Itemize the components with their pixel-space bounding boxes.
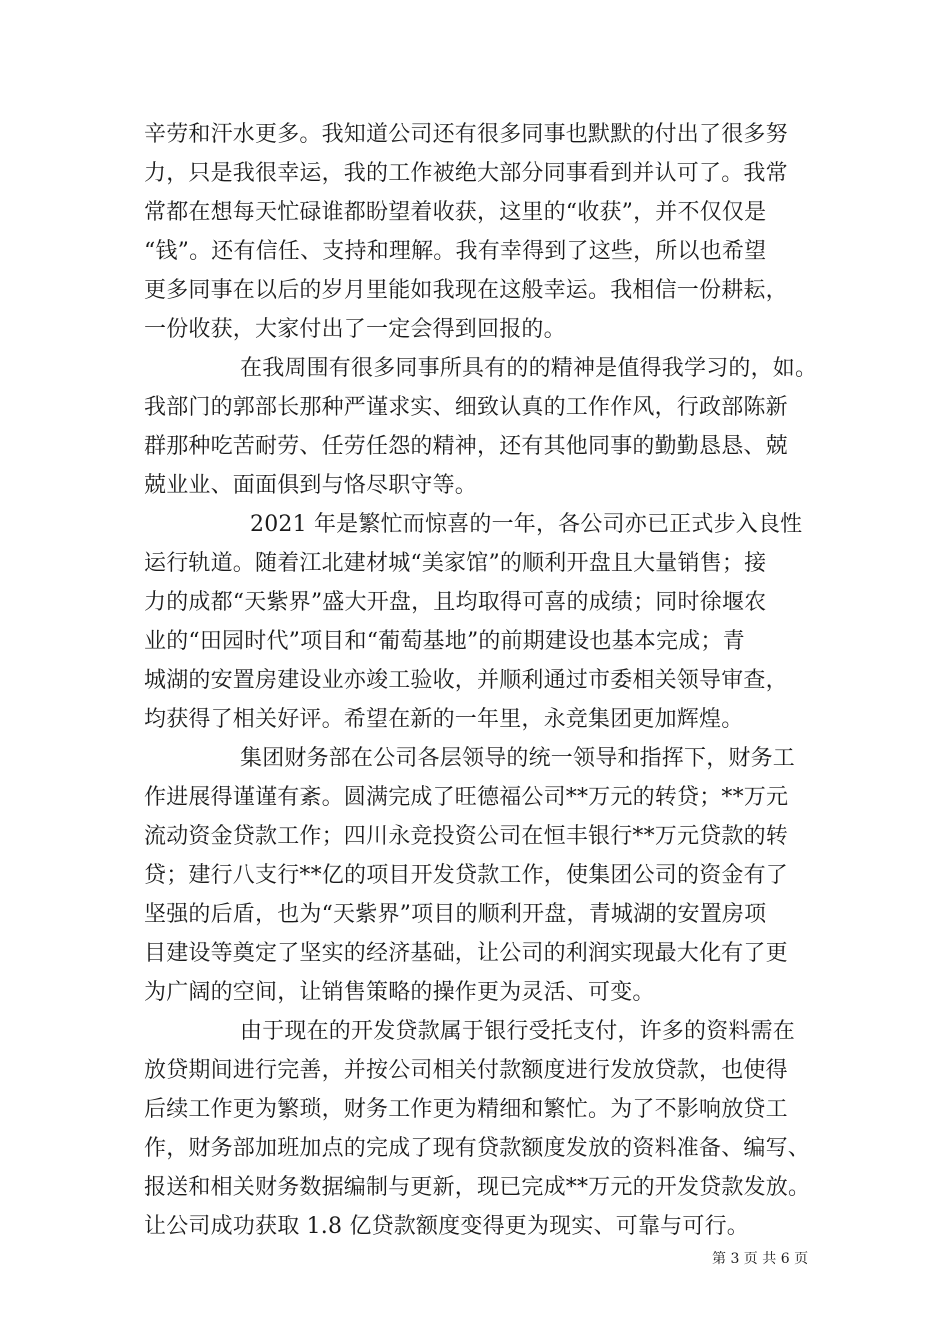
body-text-line: 城湖的安置房建设业亦竣工验收，并顺利通过市委相关领导审查， xyxy=(144,668,788,693)
body-text-line: 贷；建行八支行**亿的项目开发贷款工作，使集团公司的资金有了 xyxy=(144,863,789,888)
body-text-line: 力，只是我很幸运，我的工作被绝大部分同事看到并认可了。我常 xyxy=(144,161,788,186)
body-text-line: 均获得了相关好评。希望在新的一年里，永竞集团更加辉煌。 xyxy=(144,707,744,732)
body-text-line: 更多同事在以后的岁月里能如我现在这般幸运。我相信一份耕耘， xyxy=(144,278,788,303)
body-text-line: 作，财务部加班加点的完成了现有贷款额度发放的资料准备、编写、 xyxy=(144,1136,811,1161)
body-text-line: 让公司成功获取 1.8 亿贷款额度变得更为现实、可靠与可行。 xyxy=(144,1214,749,1239)
body-text-line: “钱”。还有信任、支持和理解。我有幸得到了这些，所以也希望 xyxy=(144,239,767,264)
body-text-line: 辛劳和汗水更多。我知道公司还有很多同事也默默的付出了很多努 xyxy=(144,122,788,147)
body-text-line: 作进展得谨谨有紊。圆满完成了旺德福公司**万元的转贷；**万元 xyxy=(144,785,789,810)
paragraph-first-line: 在我周围有很多同事所具有的的精神是值得我学习的，如。 xyxy=(240,356,818,381)
body-text-line: 为广阔的空间，让销售策略的操作更为灵活、可变。 xyxy=(144,980,655,1005)
body-text-line: 群那种吃苦耐劳、任劳任怨的精神，还有其他同事的勤勤恳恳、兢 xyxy=(144,434,788,459)
body-text-line: 兢业业、面面俱到与恪尽职守等。 xyxy=(144,473,478,498)
paragraph-first-line: 集团财务部在公司各层领导的统一领导和指挥下，财务工 xyxy=(240,746,796,771)
body-text-line: 目建设等奠定了坚实的经济基础，让公司的利润实现最大化有了更 xyxy=(144,941,788,966)
body-text-line: 我部门的郭部长那种严谨求实、细致认真的工作作风，行政部陈新 xyxy=(144,395,788,420)
page-number-footer: 第 3 页 共 6 页 xyxy=(712,1251,809,1267)
body-text-line: 坚强的后盾，也为“天紫界”项目的顺利开盘，青城湖的安置房项 xyxy=(144,902,767,927)
body-text-line: 报送和相关财务数据编制与更新，现已完成**万元的开发贷款发放。 xyxy=(144,1175,811,1200)
body-text-line: 运行轨道。随着江北建材城“美家馆”的顺利开盘且大量销售；接 xyxy=(144,551,767,576)
body-text-line: 放贷期间进行完善，并按公司相关付款额度进行发放贷款，也使得 xyxy=(144,1058,788,1083)
body-text-line: 一份收获，大家付出了一定会得到回报的。 xyxy=(144,317,566,342)
body-text-line: 后续工作更为繁琐，财务工作更为精细和繁忙。为了不影响放贷工 xyxy=(144,1097,788,1122)
body-text-line: 常都在想每天忙碌谁都盼望着收获，这里的“收获”，并不仅仅是 xyxy=(144,200,767,225)
body-text-line: 业的“田园时代”项目和“葡萄基地”的前期建设也基本完成；青 xyxy=(144,629,745,654)
paragraph-first-line: 由于现在的开发贷款属于银行受托支付，许多的资料需在 xyxy=(240,1019,796,1044)
body-text-line: 力的成都“天紫界”盛大开盘，且均取得可喜的成绩；同时徐堰农 xyxy=(144,590,767,615)
paragraph-first-line: 2021 年是繁忙而惊喜的一年，各公司亦已正式步入良性 xyxy=(250,512,803,537)
body-text-line: 流动资金贷款工作；四川永竞投资公司在恒丰银行**万元贷款的转 xyxy=(144,824,789,849)
